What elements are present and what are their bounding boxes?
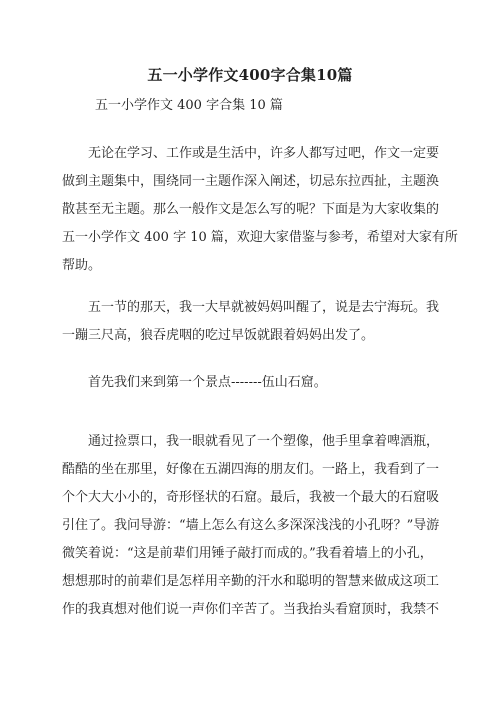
text-line: 无论在学习、工作或是生活中，许多人都写过吧，作文一定要 [62,146,440,161]
text-line: 通过捡票口，我一眼就看见了一个塑像，他手里拿着啤酒瓶， [62,434,440,449]
paragraph-intro [62,140,458,280]
paragraph-3 [62,369,442,397]
text-line: 想想那时的前辈们是怎样用辛勤的汗水和聪明的智慧来做成这项工 [62,574,440,589]
paragraph-2 [62,294,442,350]
text-line: 微笑着说：“这是前辈们用锤子敲打而成的。”我看着墙上的小孔， [62,546,433,561]
text-line: 作的我真想对他们说一声你们辛苦了。当我抬头看窟顶时，我禁不 [62,602,440,617]
document-subtitle: 五一小学作文 400 字合集 10 篇 [95,98,283,113]
text-line: 引住了。我问导游：“墙上怎么有这么多深深浅浅的小孔呀？”导游 [62,518,440,533]
text-line: 散甚至无主题。那么一般作文是怎么写的呢？下面是为大家收集的 [62,202,440,217]
text-line: 做到主题集中，围绕同一主题作深入阐述，切忌东拉西扯，主题涣 [62,174,440,189]
text-line: 五一节的那天，我一大早就被妈妈叫醒了，说是去宁海玩。我 [62,300,440,315]
document-title: 五一小学作文400字合集10篇 [147,66,353,84]
text-line: 五一小学作文 400 字 10 篇，欢迎大家借鉴与参考，希望对大家有所 [62,230,458,245]
paragraph-4 [62,428,442,624]
text-line: 帮助。 [62,258,102,273]
text-line: 首先我们来到第一个景点-------伍山石窟。 [62,375,327,390]
text-line: 个个大大小小的，奇形怪状的石窟。最后，我被一个最大的石窟吸 [62,490,440,505]
text-line: 一蹦三尺高，狼吞虎咽的吃过早饭就跟着妈妈出发了。 [62,328,375,343]
text-line: 酷酷的坐在那里，好像在五湖四海的朋友们。一路上，我看到了一 [62,462,440,477]
